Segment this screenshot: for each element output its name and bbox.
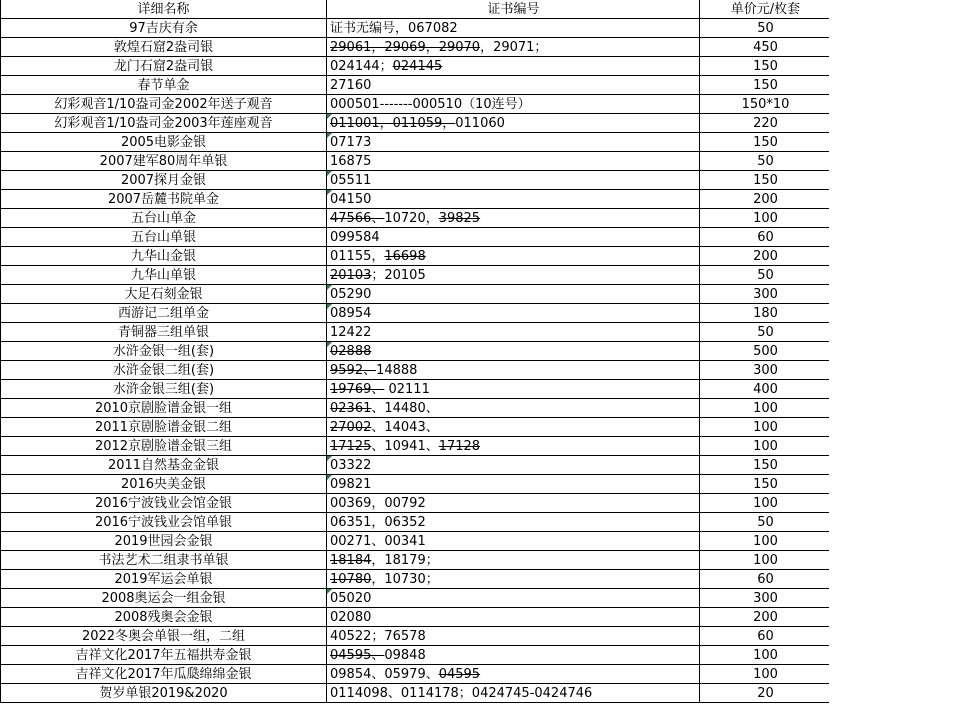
- cert-number: 27160: [330, 77, 372, 93]
- cert-number: 09821: [330, 476, 372, 492]
- table-row: [1, 304, 832, 323]
- cert-number: 02111: [384, 381, 430, 397]
- cell-indicator-icon: [327, 475, 332, 480]
- cert-number: 04150: [330, 191, 372, 207]
- cert-cell[interactable]: [327, 304, 700, 323]
- cert-number-struck: 04595、: [330, 647, 385, 663]
- name-cell[interactable]: 2008奥运会一组金银: [1, 589, 327, 608]
- cert-number-struck: 17128: [438, 438, 481, 454]
- cert-cell[interactable]: [327, 589, 700, 608]
- cert-number: 00271、00341: [330, 533, 426, 549]
- cert-cell[interactable]: [327, 228, 700, 247]
- price-cell[interactable]: 300: [700, 361, 832, 380]
- name-cell[interactable]: 2007建军80周年单银: [1, 152, 327, 171]
- cert-number: 02080: [330, 609, 372, 625]
- cert-cell[interactable]: [327, 95, 700, 114]
- cert-cell[interactable]: [327, 209, 700, 228]
- table-row: [1, 228, 832, 247]
- table-row: [1, 494, 832, 513]
- header-name-cell[interactable]: 详细名称: [1, 0, 327, 19]
- cert-cell[interactable]: [327, 247, 700, 266]
- price-cell[interactable]: 300: [700, 589, 832, 608]
- cert-number: 40522；76578: [330, 628, 426, 644]
- cert-number: 、14043、: [371, 419, 439, 435]
- name-cell[interactable]: 2019世园会金银: [1, 532, 327, 551]
- price-cell[interactable]: 400: [700, 380, 832, 399]
- cert-number-struck: 18184: [330, 552, 372, 568]
- price-cell[interactable]: 60: [700, 228, 832, 247]
- price-cell[interactable]: 100: [700, 418, 832, 437]
- name-cell[interactable]: 水浒金银三组(套): [1, 380, 327, 399]
- cert-number: 09848: [384, 647, 426, 663]
- price-cell[interactable]: 220: [700, 114, 832, 133]
- cert-number-struck: 20103: [330, 267, 372, 283]
- cert-number: 16875: [330, 153, 372, 169]
- name-cell[interactable]: 水浒金银一组(套): [1, 342, 327, 361]
- cert-cell[interactable]: [327, 190, 700, 209]
- cert-number: 01155，: [330, 248, 385, 264]
- table-row: [1, 646, 832, 665]
- name-cell[interactable]: 2019军运会单银: [1, 570, 327, 589]
- cert-number: 05511: [330, 172, 372, 188]
- price-cell[interactable]: 100: [700, 399, 832, 418]
- name-cell[interactable]: 九华山单银: [1, 266, 327, 285]
- cert-number: 10720，: [384, 210, 439, 226]
- price-cell[interactable]: 100: [700, 551, 832, 570]
- cert-cell[interactable]: [327, 171, 700, 190]
- cert-cell[interactable]: [327, 684, 700, 703]
- name-cell[interactable]: 大足石刻金银: [1, 285, 327, 304]
- table-row: [1, 323, 832, 342]
- cert-number: 06351，06352: [330, 514, 426, 530]
- price-cell[interactable]: 450: [700, 38, 832, 57]
- price-cell[interactable]: 150*10: [700, 95, 832, 114]
- cert-cell[interactable]: [327, 19, 700, 38]
- name-cell[interactable]: 吉祥文化2017年瓜瓞绵绵金银: [1, 665, 327, 684]
- table-row: [1, 551, 832, 570]
- cert-number-struck: 39825: [438, 210, 481, 226]
- price-cell[interactable]: 20: [700, 684, 832, 703]
- cert-number-struck: 29061，29069，29070: [330, 39, 481, 55]
- table-row: [1, 95, 832, 114]
- price-cell[interactable]: 50: [700, 19, 832, 38]
- empty-sheet-area[interactable]: [829, 0, 958, 705]
- table-row: [1, 361, 832, 380]
- cert-cell[interactable]: [327, 418, 700, 437]
- cert-number: 00369，00792: [330, 495, 426, 511]
- cert-number: 09854、05979、: [330, 666, 439, 682]
- table-row: [1, 399, 832, 418]
- name-cell[interactable]: 吉祥文化2017年五福拱寿金银: [1, 646, 327, 665]
- cert-cell[interactable]: [327, 342, 700, 361]
- header-row: [1, 0, 832, 19]
- cert-cell[interactable]: [327, 114, 700, 133]
- cell-indicator-icon: [327, 190, 332, 195]
- table-row: [1, 532, 832, 551]
- name-cell[interactable]: 幻彩观音1/10盎司金2002年送子观音: [1, 95, 327, 114]
- cert-number: ，29071；: [480, 39, 548, 55]
- cert-cell[interactable]: [327, 285, 700, 304]
- cert-number-struck: 27002: [330, 419, 372, 435]
- table-row: [1, 342, 832, 361]
- name-cell[interactable]: 2010京剧脸谱金银一组: [1, 399, 327, 418]
- cert-cell[interactable]: [327, 551, 700, 570]
- name-cell[interactable]: 书法艺术二组隶书单银: [1, 551, 327, 570]
- price-cell[interactable]: 60: [700, 570, 832, 589]
- price-cell[interactable]: 50: [700, 513, 832, 532]
- cert-number: ；20105: [371, 267, 426, 283]
- cert-number: 12422: [330, 324, 372, 340]
- table-row: [1, 19, 832, 38]
- cell-indicator-icon: [327, 114, 332, 119]
- cert-number-struck: 47566、: [330, 210, 385, 226]
- cert-cell[interactable]: [327, 532, 700, 551]
- name-cell[interactable]: 敦煌石窟2盎司银: [1, 38, 327, 57]
- header-price-cell[interactable]: 单价元/枚套: [700, 0, 832, 19]
- cert-number: 000501-------000510（10连号）: [330, 96, 531, 112]
- price-cell[interactable]: 100: [700, 665, 832, 684]
- header-cert-cell[interactable]: 证书编号: [327, 0, 700, 19]
- cert-cell[interactable]: [327, 513, 700, 532]
- cell-indicator-icon: [327, 342, 332, 347]
- price-cell[interactable]: 200: [700, 190, 832, 209]
- name-cell[interactable]: 五台山单银: [1, 228, 327, 247]
- price-cell[interactable]: 100: [700, 532, 832, 551]
- cert-number: 14888: [376, 362, 418, 378]
- table-row: [1, 114, 832, 133]
- price-cell[interactable]: 300: [700, 285, 832, 304]
- cert-number: 03322: [330, 457, 372, 473]
- cert-number: 08954: [330, 305, 372, 321]
- table-row: [1, 57, 832, 76]
- price-cell[interactable]: 50: [700, 323, 832, 342]
- cert-cell[interactable]: [327, 57, 700, 76]
- price-cell[interactable]: 100: [700, 437, 832, 456]
- cell-indicator-icon: [327, 285, 332, 290]
- table-row: [1, 570, 832, 589]
- cert-number: 011060: [455, 115, 505, 131]
- cert-number-struck: 17125: [330, 438, 372, 454]
- cert-cell[interactable]: [327, 380, 700, 399]
- table-row: [1, 684, 832, 703]
- name-cell[interactable]: 2005电影金银: [1, 133, 327, 152]
- cert-cell[interactable]: [327, 494, 700, 513]
- cert-number-struck: 02361: [330, 400, 372, 416]
- cert-cell[interactable]: [327, 133, 700, 152]
- table-row: [1, 513, 832, 532]
- name-cell[interactable]: 2016央美金银: [1, 475, 327, 494]
- table-row: [1, 627, 832, 646]
- table-row: [1, 171, 832, 190]
- price-cell[interactable]: 500: [700, 342, 832, 361]
- cell-indicator-icon: [327, 304, 332, 309]
- cert-cell[interactable]: [327, 76, 700, 95]
- cert-cell[interactable]: [327, 361, 700, 380]
- price-cell[interactable]: 150: [700, 57, 832, 76]
- cell-indicator-icon: [327, 589, 332, 594]
- price-cell[interactable]: 100: [700, 646, 832, 665]
- cert-cell[interactable]: [327, 399, 700, 418]
- price-cell[interactable]: 150: [700, 475, 832, 494]
- name-cell[interactable]: 2022冬奥会单银一组，二组: [1, 627, 327, 646]
- cert-number: 0114098、0114178；0424745-0424746: [330, 685, 593, 701]
- cert-number: 05290: [330, 286, 372, 302]
- cert-number: 、14480、: [371, 400, 439, 416]
- table-row: [1, 665, 832, 684]
- name-cell[interactable]: 2007探月金银: [1, 171, 327, 190]
- name-cell[interactable]: 2012京剧脸谱金银三组: [1, 437, 327, 456]
- cell-indicator-icon: [327, 171, 332, 176]
- name-cell[interactable]: 97吉庆有余: [1, 19, 327, 38]
- table-row: [1, 437, 832, 456]
- cert-number-struck: 04595: [438, 666, 481, 682]
- price-cell[interactable]: 60: [700, 627, 832, 646]
- cert-number: 07173: [330, 134, 372, 150]
- table-row: [1, 418, 832, 437]
- cell-indicator-icon: [327, 456, 332, 461]
- cert-cell[interactable]: [327, 456, 700, 475]
- price-cell[interactable]: 100: [700, 209, 832, 228]
- cert-cell[interactable]: [327, 646, 700, 665]
- cert-cell[interactable]: [327, 608, 700, 627]
- cert-number-struck: 9592、: [330, 362, 377, 378]
- cert-cell[interactable]: [327, 266, 700, 285]
- cert-number-struck: 011001，011059，: [330, 115, 456, 131]
- table-row: [1, 266, 832, 285]
- cert-cell[interactable]: [327, 475, 700, 494]
- cert-number-struck: 10780: [330, 571, 372, 587]
- name-cell[interactable]: 2007岳麓书院单金: [1, 190, 327, 209]
- cert-number-struck: 19769、: [330, 381, 385, 397]
- name-cell[interactable]: 2016宁波钱业会馆单银: [1, 513, 327, 532]
- price-cell[interactable]: 100: [700, 494, 832, 513]
- cert-number-struck: 024145: [392, 58, 443, 74]
- price-cell[interactable]: 180: [700, 304, 832, 323]
- price-cell[interactable]: 50: [700, 152, 832, 171]
- cert-number: 024144；: [330, 58, 393, 74]
- cert-cell[interactable]: [327, 38, 700, 57]
- name-cell[interactable]: 青铜器三组单银: [1, 323, 327, 342]
- table-row: [1, 133, 832, 152]
- table-row: [1, 608, 832, 627]
- cert-number: 099584: [330, 229, 380, 245]
- cert-number: 05020: [330, 590, 372, 606]
- cert-number-struck: 16698: [384, 248, 426, 264]
- cert-number: 证书无编号，067082: [330, 20, 458, 36]
- name-cell[interactable]: 2011京剧脸谱金银二组: [1, 418, 327, 437]
- name-cell[interactable]: 2016宁波钱业会馆金银: [1, 494, 327, 513]
- name-cell[interactable]: 贺岁单银2019&2020: [1, 684, 327, 703]
- name-cell[interactable]: 幻彩观音1/10盎司金2003年莲座观音: [1, 114, 327, 133]
- name-cell[interactable]: 西游记二组单金: [1, 304, 327, 323]
- name-cell[interactable]: 2011自然基金金银: [1, 456, 327, 475]
- price-cell[interactable]: 150: [700, 76, 832, 95]
- table-row: [1, 76, 832, 95]
- cert-number: ，18179；: [371, 552, 439, 568]
- cert-cell[interactable]: [327, 437, 700, 456]
- table-row: [1, 380, 832, 399]
- table-row: [1, 589, 832, 608]
- cert-cell[interactable]: [327, 570, 700, 589]
- price-cell[interactable]: 200: [700, 247, 832, 266]
- name-cell[interactable]: 九华山金银: [1, 247, 327, 266]
- table-row: [1, 475, 832, 494]
- cert-cell[interactable]: [327, 627, 700, 646]
- price-cell[interactable]: 150: [700, 456, 832, 475]
- cert-number-struck: 02888: [330, 343, 372, 359]
- price-cell[interactable]: 150: [700, 171, 832, 190]
- price-cell[interactable]: 150: [700, 133, 832, 152]
- table-row: [1, 285, 832, 304]
- table-row: [1, 190, 832, 209]
- cert-number: ，10730；: [371, 571, 439, 587]
- table-row: [1, 209, 832, 228]
- name-cell[interactable]: 五台山单金: [1, 209, 327, 228]
- name-cell[interactable]: 龙门石窟2盎司银: [1, 57, 327, 76]
- name-cell[interactable]: 2008残奥会金银: [1, 608, 327, 627]
- price-cell[interactable]: 200: [700, 608, 832, 627]
- price-cell[interactable]: 50: [700, 266, 832, 285]
- cert-cell[interactable]: [327, 152, 700, 171]
- cert-cell[interactable]: [327, 665, 700, 684]
- table-row: [1, 38, 832, 57]
- table-row: [1, 152, 832, 171]
- table-row: [1, 456, 832, 475]
- cell-indicator-icon: [327, 133, 332, 138]
- name-cell[interactable]: 春节单金: [1, 76, 327, 95]
- cert-number: 、10941、: [371, 438, 439, 454]
- name-cell[interactable]: 水浒金银二组(套): [1, 361, 327, 380]
- table-row: [1, 247, 832, 266]
- cert-cell[interactable]: [327, 323, 700, 342]
